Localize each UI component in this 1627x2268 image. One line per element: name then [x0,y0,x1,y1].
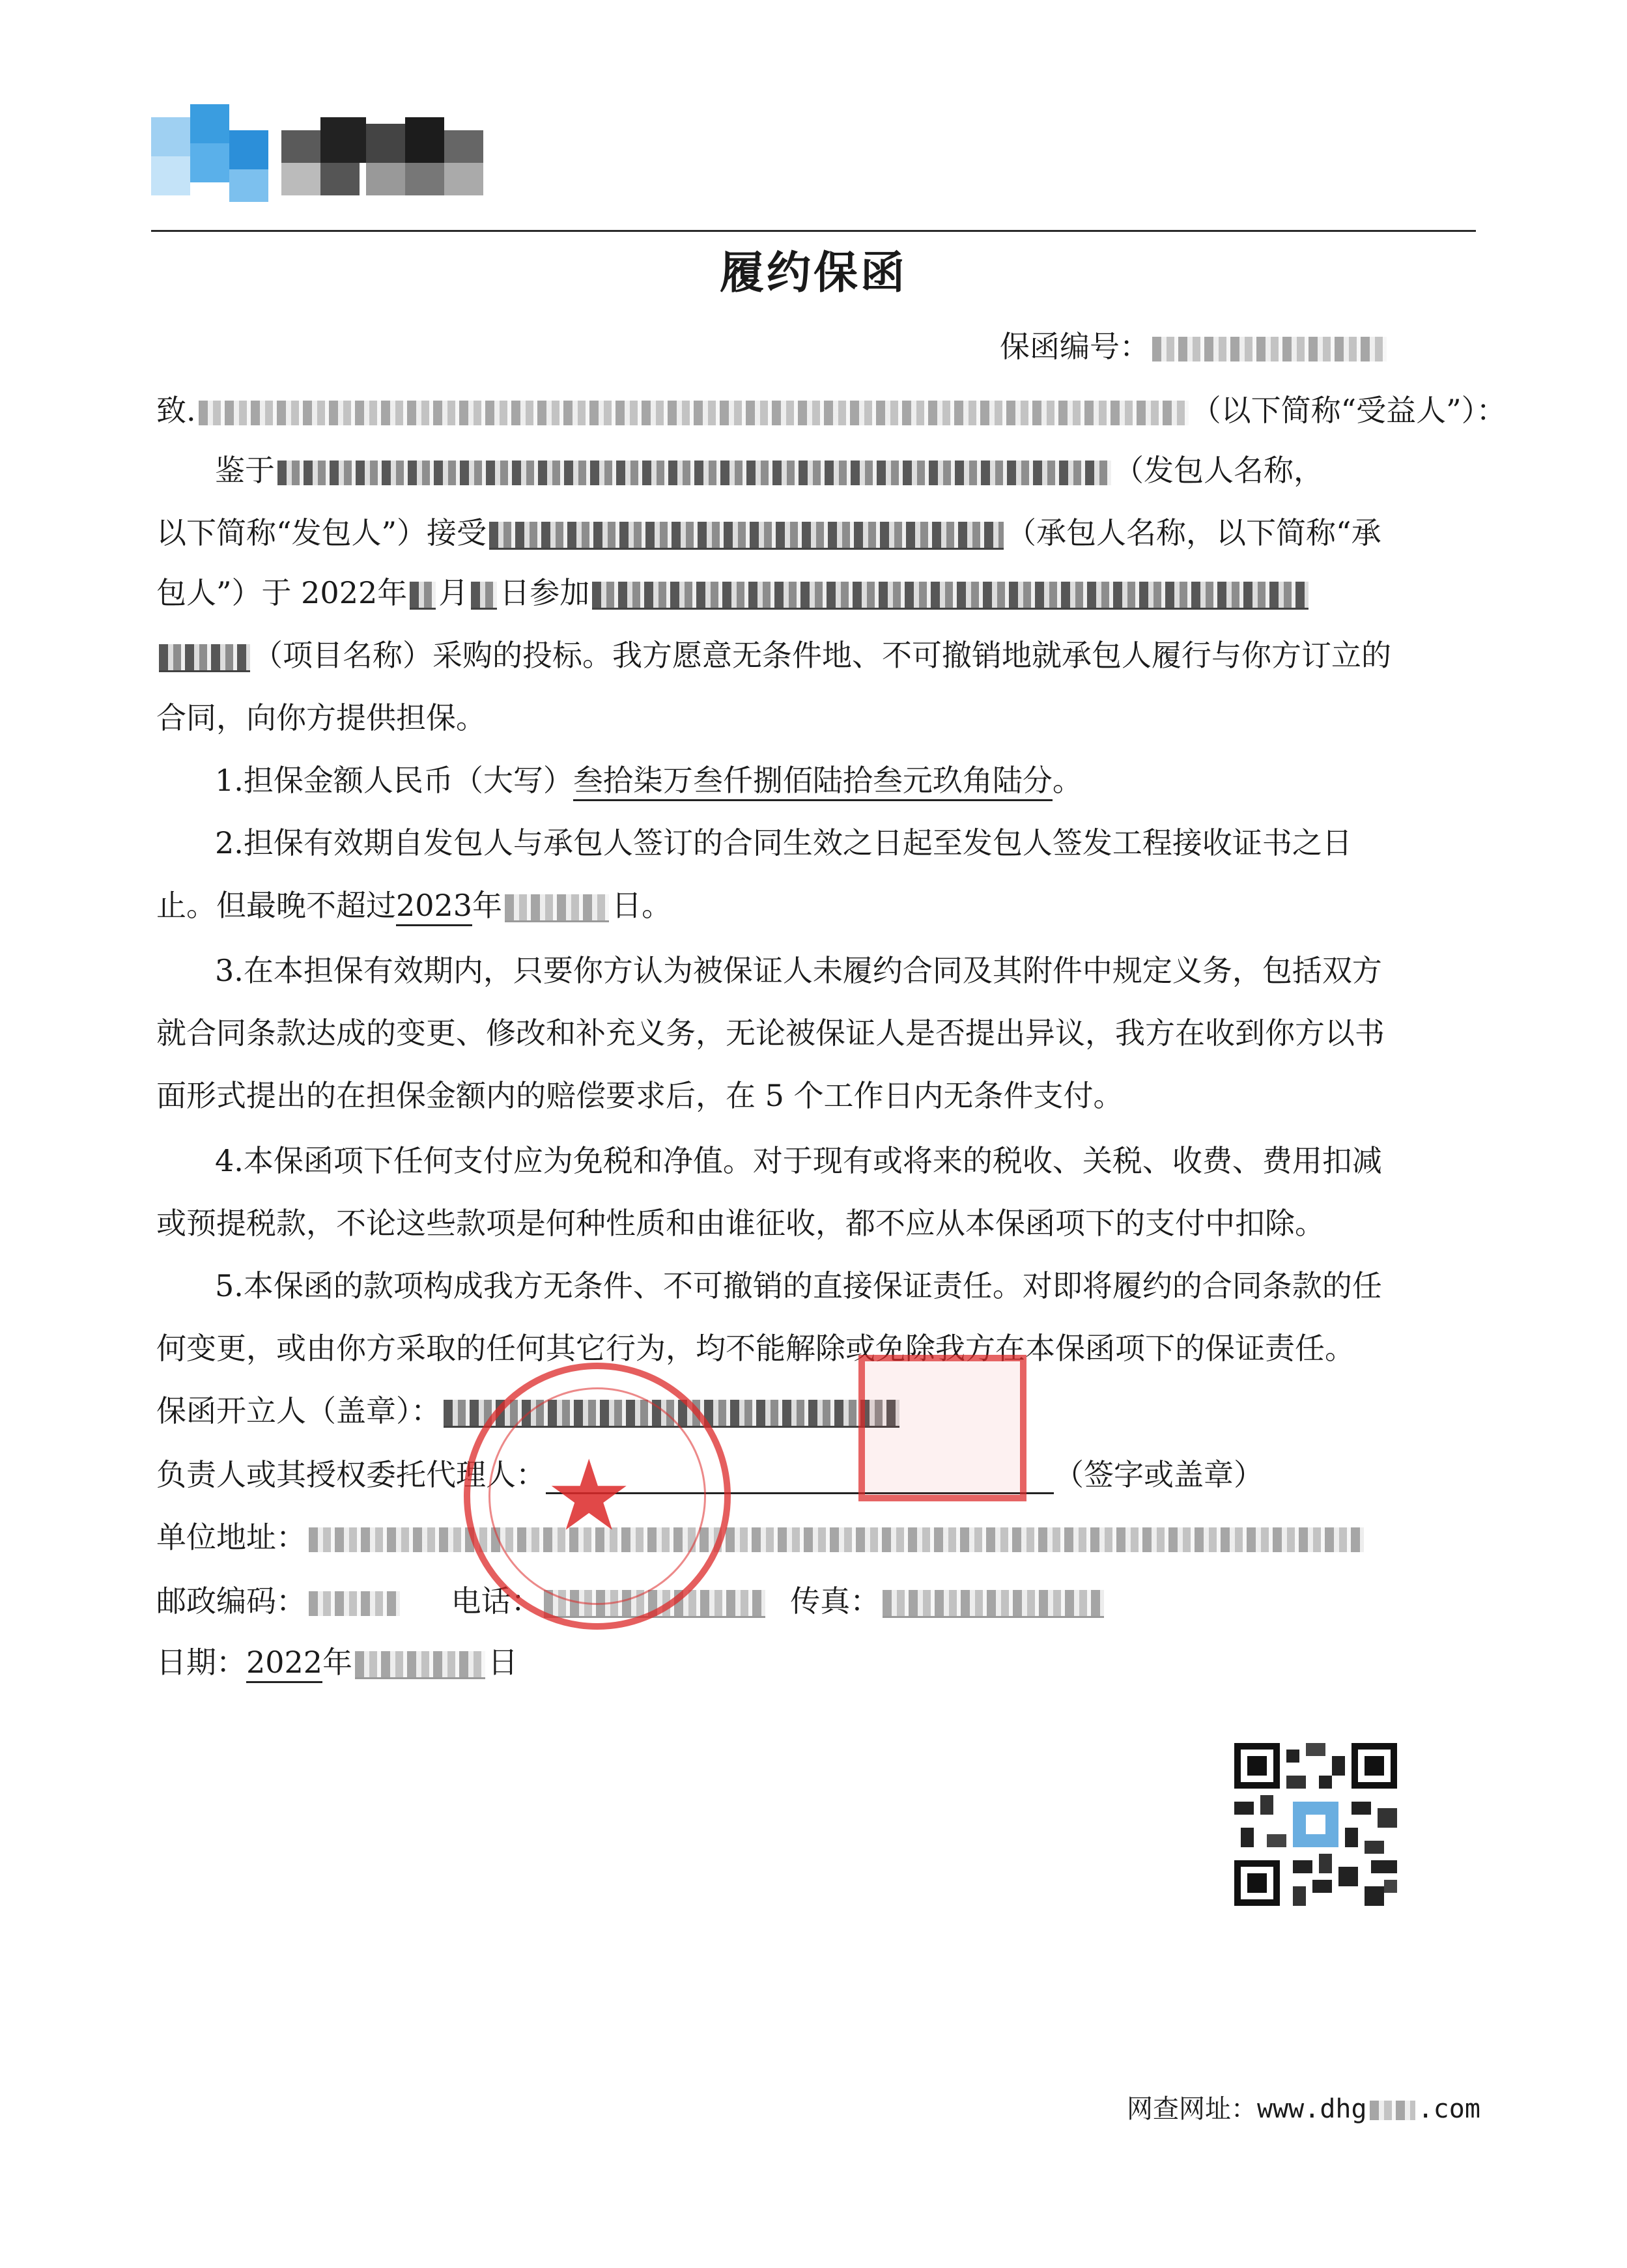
p1-year: 2022 [301,575,378,610]
redacted-expiry-date [505,894,609,922]
fax-label: 传真： [790,1583,881,1619]
p1-year-unit: 年 [377,575,408,610]
agent-label: 负责人或其授权委托代理人： [156,1457,546,1492]
footer-url-start: www.dhg [1257,2094,1367,2124]
redacted-employer [277,461,1111,485]
footer-verify-url [1127,2088,1480,2125]
agent-suffix: （签字或盖章） [1054,1457,1264,1492]
clause-2-line1: 2.担保有效期自发包人与承包人签订的合同生效之日起至发包人签发工程接收证书之日 [215,825,1352,860]
clause-5-line2: 何变更，或由你方采取的任何其它行为，均不能解除或免除我方在本保函项下的保证责任。 [156,1331,1355,1366]
date-day-unit: 日 [488,1645,518,1680]
p1-line1-suffix: （发包人名称， [1114,453,1323,488]
postcode-label: 邮政编码： [156,1583,306,1619]
p1-line2-prefix: 以下简称“发包人”）接受 [156,515,487,550]
p1-line1 [215,451,1323,490]
expiry-year: 2023 [396,888,472,926]
addressee-suffix: （以下简称“受益人”）： [1191,393,1507,428]
redacted-project-name-a [592,582,1309,610]
redacted-address [309,1527,1364,1552]
clause-2-line2 [156,886,672,925]
personal-seal [858,1355,1026,1501]
footer-url-end: .com [1417,2094,1480,2124]
redacted-contractor [489,522,1004,550]
p1-line4 [156,636,1391,675]
clause-2-prefix: 止。但最晚不超过 [156,888,396,923]
company-seal [464,1363,731,1630]
p1-line2-suffix: （承包人名称，以下简称“承 [1006,515,1381,550]
date-row [156,1643,518,1682]
clause-4-line1: 4.本保函项下任何支付应为免税和净值。对于现有或将来的税收、关税、收费、费用扣减 [215,1143,1382,1178]
clause-3-line2: 就合同条款达成的变更、修改和补充义务，无论被保证人是否提出异议，我方在收到你方以书 [156,1015,1385,1051]
addressee-prefix: 致. [156,393,196,428]
guarantee-amount: 叁拾柒万叁仟捌佰陆拾叁元玖角陆分 [573,763,1053,801]
addressee-row [156,391,1507,430]
header-divider [151,230,1476,232]
p1-line3 [156,573,1311,612]
p1-day-unit: 日参加 [500,575,590,610]
redacted-project-name-b [159,644,250,672]
expiry-year-unit: 年 [472,888,503,923]
redacted-url-part [1370,2101,1415,2120]
address-row [156,1518,1366,1557]
p1-line5: 合同，向你方提供担保。 [156,700,486,735]
page-title: 履约保函 [719,247,907,299]
redacted-day [471,582,497,610]
address-label: 单位地址： [156,1520,306,1555]
clause-3-line3: 面形式提出的在担保金额内的赔偿要求后，在 5 个工作日内无条件支付。 [156,1078,1124,1113]
clause-1-prefix: 1.担保金额人民币（大写） [215,763,573,798]
clause-1 [215,761,1082,800]
p1-line1-prefix: 鉴于 [215,453,275,488]
p1-month-unit: 月 [438,575,469,610]
redacted-month [410,582,436,610]
qr-code-icon [1234,1743,1397,1906]
clause-4-line2: 或预提税款，不论这些款项是何种性质和由谁征收，都不应从本保函项下的支付中扣除。 [156,1206,1325,1241]
p1-line3-prefix: 包人”）于 [156,575,292,610]
clause-3-line1: 3.在本担保有效期内，只要你方认为被保证人未履约合同及其附件中规定义务，包括双方 [215,953,1382,988]
seal-star-icon: ★ [545,1439,633,1553]
footer-label: 网查网址： [1127,2094,1257,2124]
p1-line4-text: （项目名称）采购的投标。我方愿意无条件地、不可撤销地就承包人履行与你方订立的 [253,638,1391,673]
guarantee-number-row [1000,327,1389,366]
clause-5-line1: 5.本保函的款项构成我方无条件、不可撤销的直接保证责任。对即将履约的合同条款的任 [215,1268,1382,1303]
guarantee-number-label: 保函编号： [1000,329,1150,364]
redacted-fax [883,1590,1104,1618]
date-year: 2022 [246,1645,322,1683]
clause-1-suffix: 。 [1052,763,1082,798]
redacted-guarantee-number [1152,337,1387,361]
date-year-unit: 年 [322,1645,353,1680]
blurred-logo [151,91,496,219]
redacted-postcode [309,1591,400,1616]
redacted-beneficiary [199,401,1189,425]
expiry-day-unit: 日。 [612,888,672,923]
phone-label: 电话： [451,1583,541,1619]
p1-line2 [156,513,1381,552]
date-label: 日期： [156,1645,246,1680]
redacted-date [355,1651,485,1679]
issuer-label: 保函开立人（盖章）： [156,1393,441,1428]
